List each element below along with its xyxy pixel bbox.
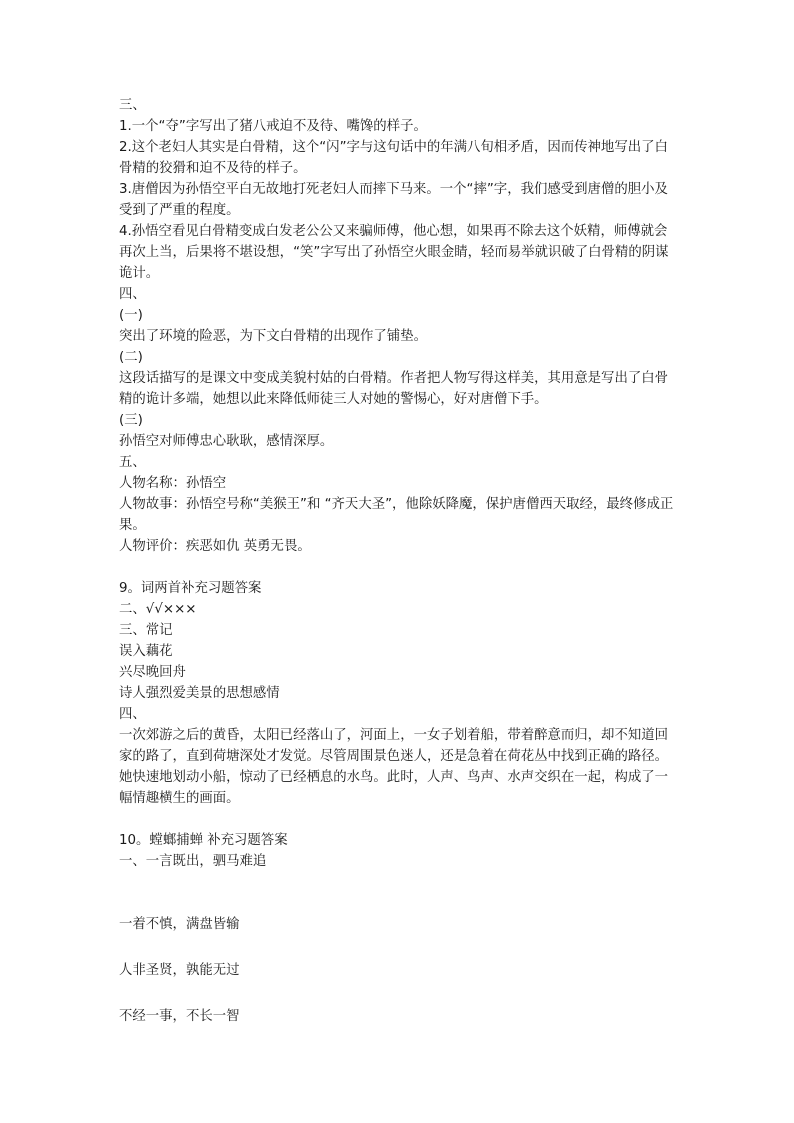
text-line: 诗人强烈爱美景的思想感情 — [119, 686, 280, 701]
text-line: 三、 — [119, 98, 146, 113]
text-line: 一、一言既出，驷马难追 — [119, 854, 267, 869]
text-line: 人物故事：孙悟空号称“美猴王”和 “齐天大圣”，他除妖降魔，保护唐僧西天取经，最终修成正果。 — [119, 497, 674, 533]
text-line: 一着不慎，满盘皆输 — [119, 917, 240, 932]
text-line: 人非圣贤，孰能无过 — [119, 963, 240, 978]
text-line: 五、 — [119, 455, 146, 470]
text-line: 4.孙悟空看见白骨精变成白发老公公又来骗师傅，他心想，如果再不除去这个妖精，师傅就会再次上当，后果将不堪设想，“笑”字写出了孙悟空火眼金睛，轻而易举就识破了白骨精的阴谋诡计。 — [119, 224, 669, 281]
text-line: 不经一事，不长一智 — [119, 1009, 240, 1024]
section-lesson-10 — [119, 830, 679, 872]
text-line: 人物名称：孙悟空 — [119, 476, 227, 491]
text-line: 二、√√××× — [119, 602, 197, 617]
text-line: 3.唐僧因为孙悟空平白无故地打死老妇人而摔下马来。一个“摔”字，我们感受到唐僧的胆小及受到了严重的程度。 — [119, 182, 668, 218]
section-lesson-9 — [119, 578, 679, 809]
spacer — [119, 809, 679, 830]
section-heading: 10。螳螂捕蝉 补充习题答案 — [119, 833, 288, 848]
text-line: 四、 — [119, 707, 146, 722]
spacer — [119, 935, 679, 960]
text-line: 四、 — [119, 287, 146, 302]
text-line: 人物评价：疾恶如仇 英勇无畏。 — [119, 539, 311, 554]
spacer — [119, 872, 679, 914]
spacer — [119, 981, 679, 1006]
text-line: 突出了环境的险恶，为下文白骨精的出现作了铺垫。 — [119, 329, 427, 344]
text-line: (二) — [119, 350, 143, 365]
spacer — [119, 557, 679, 578]
text-line: 这段话描写的是课文中变成美貌村姑的白骨精。作者把人物写得这样美，其用意是写出了白骨精的诡计多端，她想以此来降低师徒三人对她的警惕心，好对唐僧下手。 — [119, 371, 669, 407]
section-idiom-1 — [119, 914, 679, 935]
section-idiom-2 — [119, 960, 679, 981]
text-line: (一) — [119, 308, 143, 323]
document-body — [119, 95, 679, 1027]
text-line: 三、常记 — [119, 623, 173, 638]
text-line: (三) — [119, 413, 143, 428]
text-line: 一次郊游之后的黄昏，太阳已经落山了，河面上，一女子划着船，带着醉意而归，却不知道回家的路了，直到荷塘深处才发觉。尽管周围景色迷人，还是急着在荷花丛中找到正确的路径。她快速地划动小船，惊动了已经栖息的水鸟。此时，人声、鸟声、水声交织在一起，构成了一幅情趣横生的画面。 — [119, 728, 669, 806]
text-line: 1.一个“夺”字写出了猪八戒迫不及待、嘴馋的样子。 — [119, 119, 427, 134]
text-line: 误入藕花 — [119, 644, 173, 659]
text-line: 兴尽晚回舟 — [119, 665, 186, 680]
section-answers-part1 — [119, 95, 679, 557]
section-idiom-3 — [119, 1006, 679, 1027]
section-heading: 9。词两首补充习题答案 — [119, 581, 262, 596]
text-line: 孙悟空对师傅忠心耿耿，感情深厚。 — [119, 434, 334, 449]
text-line: 2.这个老妇人其实是白骨精，这个“闪”字与这句话中的年满八旬相矛盾，因而传神地写出了白骨精的狡猾和迫不及待的样子。 — [119, 140, 668, 176]
